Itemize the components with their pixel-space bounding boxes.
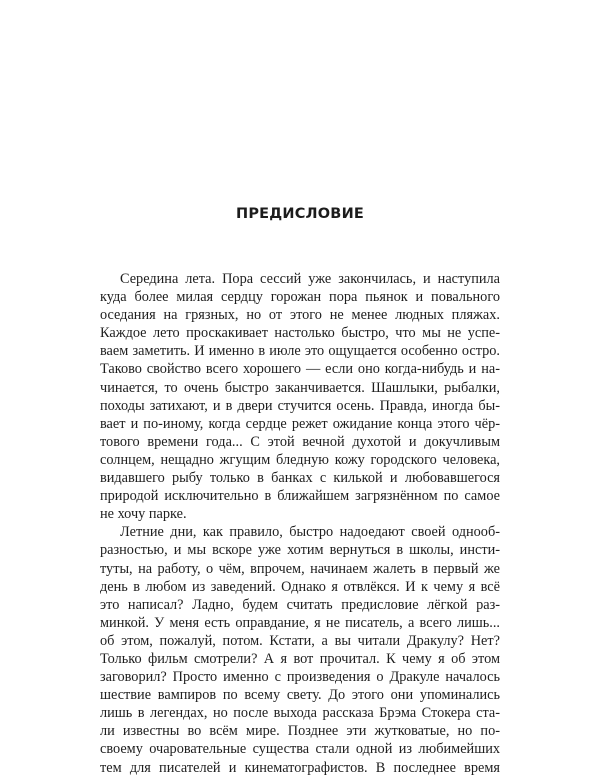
text-line: природой исключительно в ближайшем загрязнённом по самое (100, 488, 500, 505)
page-title: ПРЕДИСЛОВИЕ (235, 206, 365, 222)
text-line: это написал? Ладно, будем считать предисловие лёгкой раз- (100, 596, 500, 613)
text-line: минкой. У меня есть оправдание, я не писатель, а всего лишь... (100, 614, 500, 631)
text-line: вает и по-иному, когда сердце режет ожидание конца этого чёр- (100, 415, 500, 432)
text-line: лишь в легендах, но после выхода рассказа Брэма Стокера ста- (100, 705, 500, 722)
text-line: разностью, и мы вскоре уже хотим вернуться в школы, инсти- (100, 542, 500, 559)
text-line: ли известны во всём мире. Позднее эти жутковатые, но по- (100, 723, 500, 740)
text-line: заговорил? Просто именно с произведения о Дракуле началось (100, 669, 500, 686)
text-line: чинается, то очень быстро заканчивается. Шашлыки, рыбалки, (100, 379, 500, 396)
text-line: об этом, пожалуй, потом. Кстати, а вы читали Дракулу? Нет? (100, 632, 500, 649)
text-line: не хочу парке. (100, 506, 187, 523)
text-line: тем для писателей и кинематографистов. В последнее время (100, 759, 500, 776)
text-line: ваем заметить. И именно в июле это ощущается особенно остро. (100, 343, 500, 360)
text-line: день в любом из заведений. Однако я отвлёкся. И к чему я всё (100, 578, 500, 595)
text-line: куда более милая сердцу горожан пора пьянок и повального (100, 289, 500, 306)
body-text (100, 270, 500, 777)
text-line: Таково свойство всего хорошего — если оно когда-нибудь и на- (100, 361, 500, 378)
text-line: Середина лета. Пора сессий уже закончилась, и наступила (120, 271, 500, 287)
text-line: Каждое лето проскакивает настолько быстро, что мы не успе- (100, 325, 500, 342)
text-line: Летние дни, как правило, быстро надоедают своей однооб- (120, 524, 500, 541)
text-line: оседания на грязных, но от этого не менее людных пляжах. (100, 307, 500, 324)
text-line: видавшего рыбу только в банках с килькой и любовавшегося (100, 470, 500, 487)
text-line: тового времени года... С этой вечной духотой и докучливым (100, 433, 500, 450)
text-line: походы затихают, и в двери стучится осень. Правда, иногда бы- (100, 397, 500, 414)
text-line: шествие вампиров по всему свету. До этого они упоминались (100, 687, 500, 704)
text-line: Только фильм смотрели? А я вот прочитал. К чему я об этом (100, 650, 500, 667)
text-line: своему очаровательные существа стали одной из любимейших (100, 741, 500, 758)
text-line: солнцем, нещадно жгущим бледную кожу городского человека, (100, 451, 500, 468)
text-line: туты, на работу, о чём, впрочем, начинаем жалеть в первый же (100, 560, 500, 577)
